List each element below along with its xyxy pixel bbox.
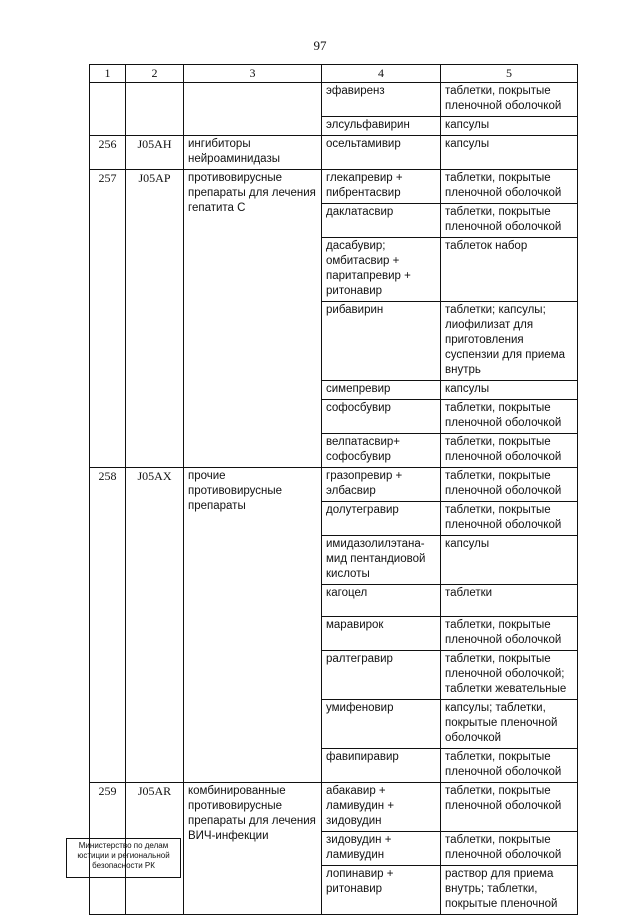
- group-name-cell: противовирусные препараты для лечения гепатита C: [184, 170, 322, 468]
- dosage-form-cell: таблетки, покрытые пленочной оболочкой: [441, 502, 578, 536]
- table-row: [90, 783, 578, 832]
- medicine-name-cell: кагоцел: [322, 585, 441, 617]
- medicine-name-cell: долутегравир: [322, 502, 441, 536]
- num-cell: 259: [90, 783, 126, 915]
- page-number: 97: [313, 38, 327, 53]
- header-col-4: 4: [322, 65, 441, 83]
- dosage-form-cell: таблетки, покрытые пленочной оболочкой; таблетки жевательные: [441, 651, 578, 700]
- dosage-form-cell: таблеток набор: [441, 238, 578, 302]
- medicine-name-cell: абакавир + ламивудин + зидовудин: [322, 783, 441, 832]
- dosage-form-cell: таблетки, покрытые пленочной оболочкой: [441, 204, 578, 238]
- dosage-form-cell: капсулы: [441, 536, 578, 585]
- group-name-cell: прочие противовирусные препараты: [184, 468, 322, 783]
- atc-code-cell: J05AP: [126, 170, 184, 468]
- medicine-name-cell: лопинавир + ритонавир: [322, 866, 441, 915]
- code-cell: [126, 83, 184, 136]
- medicine-name-cell: даклатасвир: [322, 204, 441, 238]
- medicine-name-cell: рибавирин: [322, 302, 441, 381]
- medicine-name-cell: осельтамивир: [322, 136, 441, 170]
- medicine-name-cell: глекапревир + пибрентасвир: [322, 170, 441, 204]
- header-col-3: 3: [184, 65, 322, 83]
- table-row: [90, 83, 578, 117]
- dosage-form-cell: капсулы: [441, 381, 578, 400]
- medicine-name-cell: велпатасвир+ софосбувир: [322, 434, 441, 468]
- num-cell: 258: [90, 468, 126, 783]
- stamp-line: юстиции и региональной: [77, 851, 170, 860]
- table-row: [90, 136, 578, 170]
- medicine-name-cell: эфавиренз: [322, 83, 441, 117]
- medicine-name-cell: умифеновир: [322, 700, 441, 749]
- header-row: [90, 65, 578, 83]
- medicine-name-cell: симепревир: [322, 381, 441, 400]
- atc-code-cell: J05AH: [126, 136, 184, 170]
- medicine-name-cell: гразопревир + элбасвир: [322, 468, 441, 502]
- dosage-form-cell: таблетки, покрытые пленочной оболочкой: [441, 83, 578, 117]
- atc-code-cell: J05AX: [126, 468, 184, 783]
- dosage-form-cell: таблетки, покрытые пленочной оболочкой: [441, 170, 578, 204]
- stamp-line: Министерство по делам: [78, 841, 169, 850]
- dosage-form-cell: капсулы: [441, 117, 578, 136]
- num-cell: 257: [90, 170, 126, 468]
- dosage-form-cell: раствор для приема внутрь; таблетки, покрытые пленочной: [441, 866, 578, 915]
- medicine-name-cell: зидовудин + ламивудин: [322, 832, 441, 866]
- num-cell: 256: [90, 136, 126, 170]
- medicine-name-cell: элсульфавирин: [322, 117, 441, 136]
- medicine-name-cell: имидазолилэтана- мид пентандиовой кислоты: [322, 536, 441, 585]
- group-name-cell: ингибиторы нейроаминидазы: [184, 136, 322, 170]
- dosage-form-cell: таблетки, покрытые пленочной оболочкой: [441, 832, 578, 866]
- medicine-name-cell: фавипиравир: [322, 749, 441, 783]
- dosage-form-cell: капсулы; таблетки, покрытые пленочной оболочкой: [441, 700, 578, 749]
- medicine-name-cell: софосбувир: [322, 400, 441, 434]
- header-col-1: 1: [90, 65, 126, 83]
- table-row: [90, 468, 578, 502]
- atc-code-cell: J05AR: [126, 783, 184, 915]
- medicine-name-cell: ралтегравир: [322, 651, 441, 700]
- dosage-form-cell: таблетки, покрытые пленочной оболочкой: [441, 749, 578, 783]
- group-cell: [184, 83, 322, 136]
- dosage-form-cell: таблетки, покрытые пленочной оболочкой: [441, 434, 578, 468]
- header-col-2: 2: [126, 65, 184, 83]
- dosage-form-cell: таблетки, покрытые пленочной оболочкой: [441, 468, 578, 502]
- dosage-form-cell: таблетки; капсулы; лиофилизат для приготовления суспензии для приема внутрь: [441, 302, 578, 381]
- dosage-form-cell: таблетки, покрытые пленочной оболочкой: [441, 400, 578, 434]
- dosage-form-cell: таблетки: [441, 585, 578, 617]
- dosage-form-cell: таблетки, покрытые пленочной оболочкой: [441, 617, 578, 651]
- stamp-line: безопасности РК: [92, 861, 155, 870]
- num-cell: [90, 83, 126, 136]
- dosage-form-cell: капсулы: [441, 136, 578, 170]
- ministry-stamp: [66, 838, 181, 878]
- medicine-name-cell: дасабувир; омбитасвир + паритапревир + ритонавир: [322, 238, 441, 302]
- header-col-5: 5: [441, 65, 578, 83]
- medicines-table: [89, 64, 578, 915]
- medicine-name-cell: маравирок: [322, 617, 441, 651]
- group-name-cell: комбинированные противовирусные препараты для лечения ВИЧ-инфекции: [184, 783, 322, 915]
- table-row: [90, 170, 578, 204]
- dosage-form-cell: таблетки, покрытые пленочной оболочкой: [441, 783, 578, 832]
